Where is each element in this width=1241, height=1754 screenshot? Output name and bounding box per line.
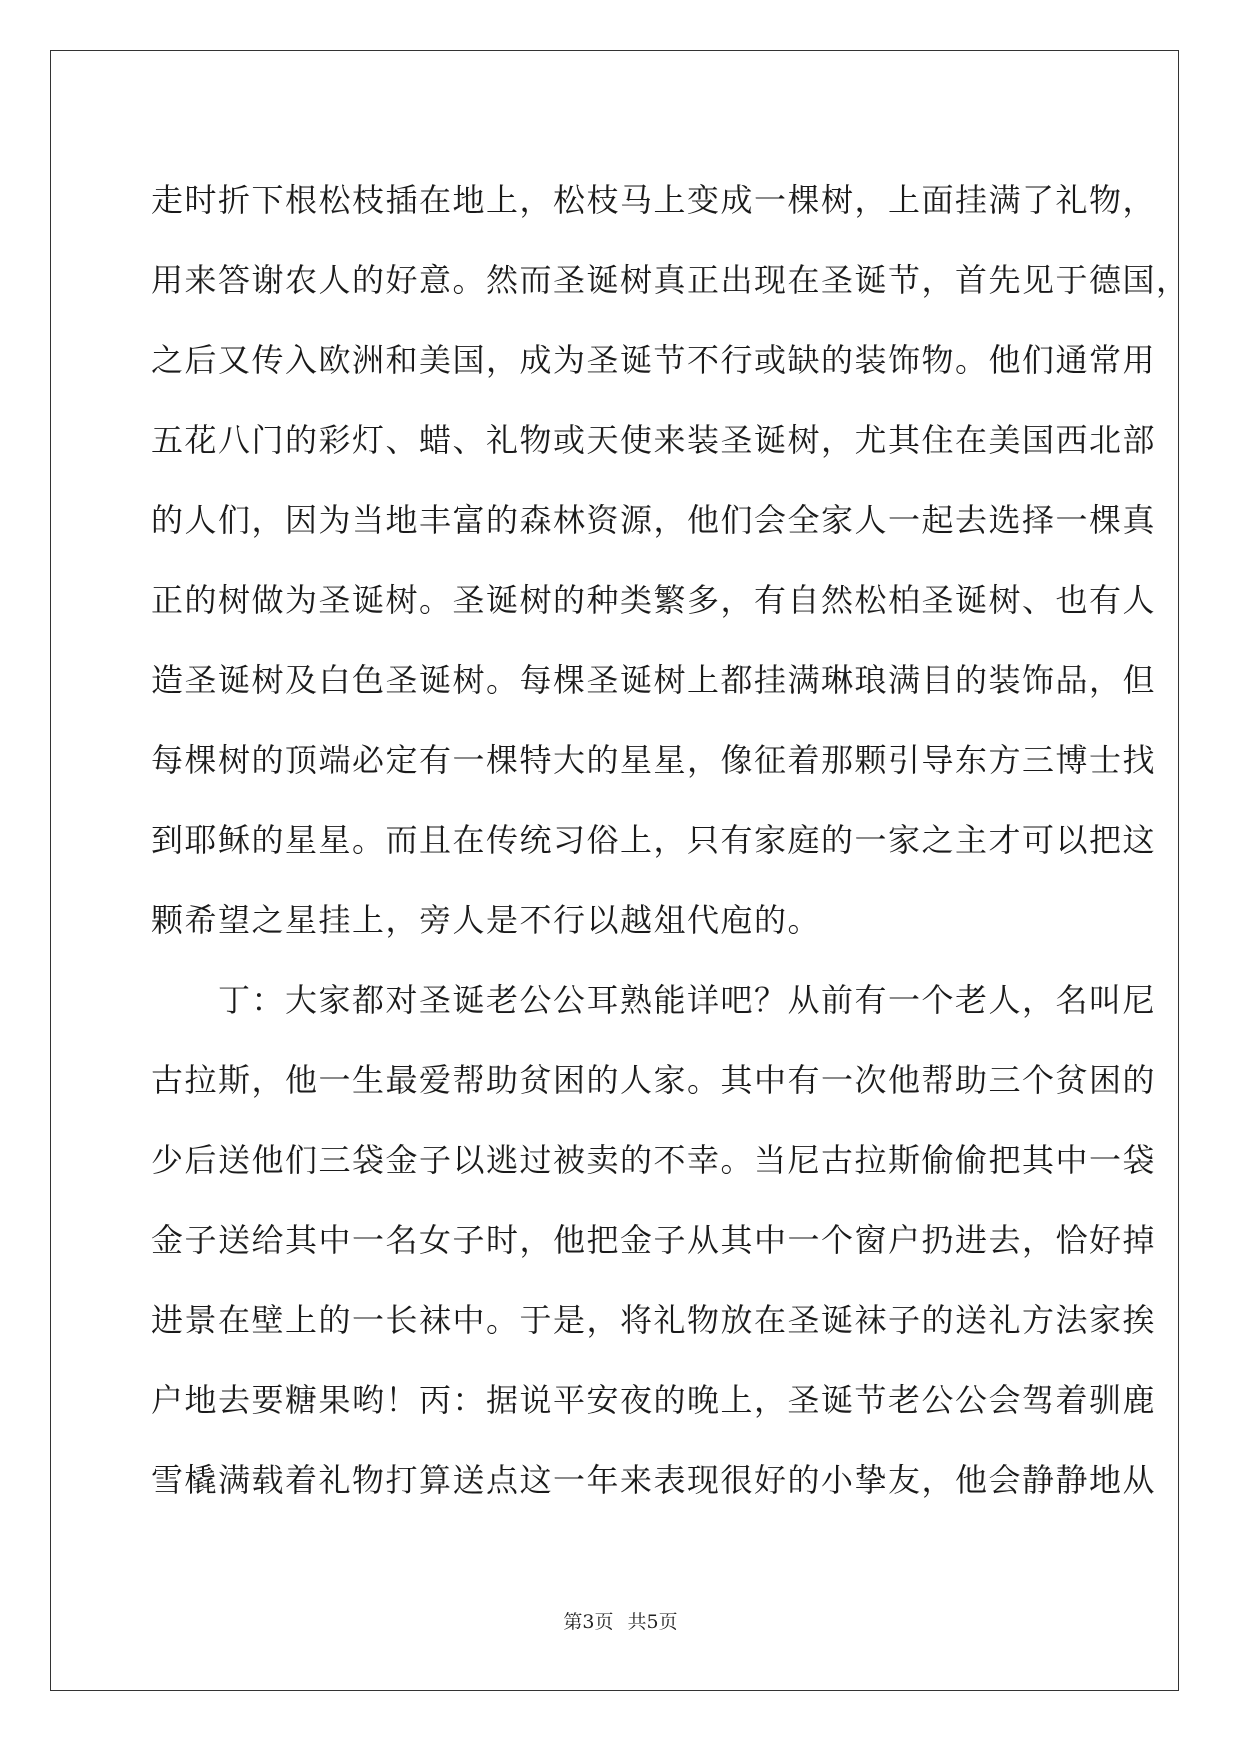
text-line: 颗希望之星挂上，旁人是不行以越俎代庖的。 <box>151 901 822 939</box>
text-line: 造圣诞树及白色圣诞树。每棵圣诞树上都挂满琳琅满目的装饰品，但 <box>151 661 1157 699</box>
text-line: 户地去要糖果哟！丙：据说平安夜的晚上，圣诞节老公公会驾着驯鹿 <box>151 1381 1157 1419</box>
text-line: 少后送他们三袋金子以逃过被卖的不幸。当尼古拉斯偷偷把其中一袋 <box>151 1141 1157 1179</box>
page-footer <box>0 1607 1241 1634</box>
text-line: 走时折下根松枝插在地上，松枝马上变成一棵树，上面挂满了礼物， <box>151 181 1157 219</box>
text-line: 雪橇满载着礼物打算送点这一年来表现很好的小挚友，他会静静地从 <box>151 1461 1157 1499</box>
text-line: 用来答谢农人的好意。然而圣诞树真正出现在圣诞节，首先见于德国， <box>151 261 1190 299</box>
text-line: 五花八门的彩灯、蜡、礼物或天使来装圣诞树，尤其住在美国西北部 <box>151 421 1157 459</box>
text-line: 金子送给其中一名女子时，他把金子从其中一个窗户扔进去，恰好掉 <box>151 1221 1157 1259</box>
page-total: 共5页 <box>627 1611 678 1633</box>
text-line: 进景在壁上的一长袜中。于是，将礼物放在圣诞袜子的送礼方法家挨 <box>151 1301 1157 1339</box>
text-line: 正的树做为圣诞树。圣诞树的种类繁多，有自然松柏圣诞树、也有人 <box>151 581 1157 619</box>
text-line: 的人们，因为当地丰富的森林资源，他们会全家人一起去选择一棵真 <box>151 501 1157 539</box>
page-number: 第3页 <box>563 1611 614 1633</box>
text-line: 古拉斯，他一生最爱帮助贫困的人家。其中有一次他帮助三个贫困的 <box>151 1061 1157 1099</box>
text-line: 到耶稣的星星。而且在传统习俗上，只有家庭的一家之主才可以把这 <box>151 821 1157 859</box>
text-line: 丁：大家都对圣诞老公公耳熟能详吧？从前有一个老人，名叫尼 <box>151 981 1157 1019</box>
document-body <box>151 160 1190 1520</box>
text-line: 每棵树的顶端必定有一棵特大的星星，像征着那颗引导东方三博士找 <box>151 741 1157 779</box>
text-line: 之后又传入欧洲和美国，成为圣诞节不行或缺的装饰物。他们通常用 <box>151 341 1157 379</box>
